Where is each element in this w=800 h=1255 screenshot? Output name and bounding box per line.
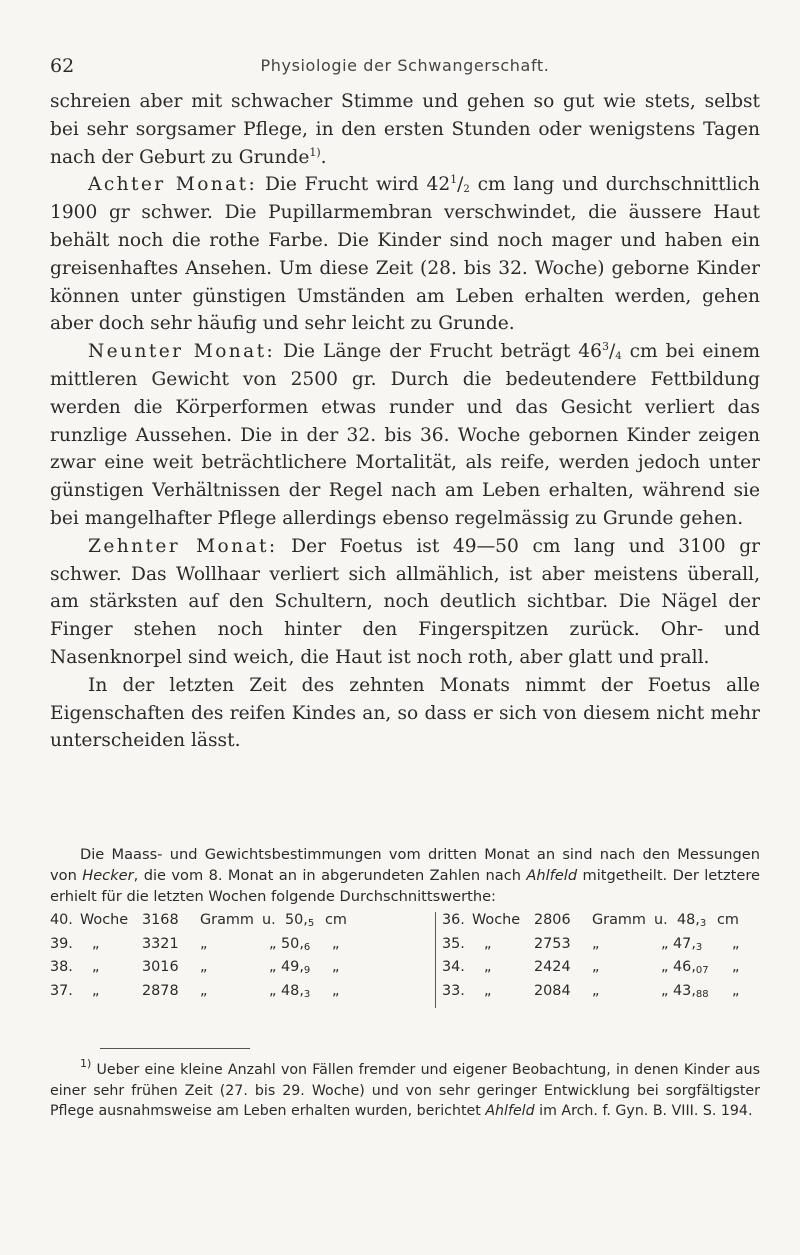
author-name: Ahlfeld (526, 867, 578, 884)
paragraph-tenth-month: Zehnter Monat: Der Foetus ist 49—50 cm lang und 3100 gr schwer. Das Wollhaar verliert sich allmählich, ist aber meistens überall, am stärksten auf den Schultern, noch deutlich sichtbar. Die Nägel der Finger stehen noch hinter den Fingerspitzen zurück. Ohr- und Nasenknorpel sind weich, die Haut ist noch roth, aber glatt und prall. (50, 535, 760, 668)
table-row: 39. „ 3321 „ „ $50,_6$ „ (50, 935, 340, 953)
paragraph: schreien aber mit schwacher Stimme und gehen so gut wie stets, selbst bei sehr sorgsamer Pflege, in den ersten Stunden oder wenigstens Tagen nach der Geburt zu Grunde$^{1)}$. (50, 91, 760, 168)
footnote: $^{1)}$ Ueber eine kleine Anzahl von Fällen fremder und eigener Beobachtung, in denen Kinder aus einer sehr frühen Zeit (27. bis 29. Woche) und von sehr geringer Entwicklung bei sorgfältigster Pflege ausnahmsweise am Leben erhalten wurden, berichtet Ahlfeld im Arch. f. Gyn. B. VIII. S. 194. (50, 1057, 760, 1119)
section-lead: Neunter Monat: (88, 341, 276, 363)
table-row: 34. „ 2424 „ „ $46,_{07}$ „ (442, 959, 740, 976)
footnote-rule (100, 1048, 250, 1049)
footnote-reference[interactable]: 1) (309, 145, 321, 159)
table-column-left (50, 912, 390, 1006)
section-lead: Achter Monat: (88, 174, 258, 196)
page-number: 62 (50, 55, 75, 77)
author-name: Hecker (82, 867, 134, 884)
paragraph-eighth-month: Achter Monat: Die Frucht wird $42^1/_2$ cm lang und durchschnittlich 1900 gr schwer. Die Pupillarmembran verschwindet, die äussere Haut behält noch die rothe Farbe. Die Kinder sind noch mager und haben ein greisenhaftes Ansehen. Um diese Zeit (28. bis 32. Woche) geborne Kinder können unter günstigen Umständen am Leben erhalten werden, gehen aber doch sehr häufig und sehr leicht zu Grunde. (50, 173, 760, 335)
measurement-note: Die Maass- und Gewichtsbestimmungen vom dritten Monat an sind nach den Messungen von Hecker, die vom 8. Monat an in abgerundeten Zahlen nach Ahlfeld mitgetheilt. Der letztere erhielt für die letzten Wochen folgende Durchschnittswerthe: (50, 846, 760, 905)
section-lead: Zehnter Monat: (88, 535, 278, 557)
table-row: 33. „ 2084 „ „ $43,_{88}$ „ (442, 982, 740, 1000)
footnote-marker: 1) (80, 1057, 92, 1070)
running-title: Physiologie der Schwangerschaft. (260, 56, 550, 75)
paragraph-ninth-month: Neunter Monat: Die Länge der Frucht beträgt $46^3/_4$ cm bei einem mittleren Gewicht von 2500 gr. Durch die bedeutendere Fettbildung werden die Körperformen etwas runder und das Gesicht verliert das runzlige Aussehen. Die in der 32. bis 36. Woche gebornen Kinder zeigen zwar eine weit beträchtlichere Mortalität, als reife, werden jedoch unter günstigen Verhältnissen der Regel nach am Leben erhalten, während sie bei mangelhafter Pflege allerdings ebenso regelmässig zu Grunde gehen. (50, 340, 760, 529)
table-row: 40. Woche 3168 Gramm u. $50,_5$ cm (50, 912, 347, 929)
running-head (50, 55, 760, 81)
table-row: 35. „ 2753 „ „ $47,_3$ „ (442, 935, 740, 953)
table-row: 38. „ 3016 „ „ $49,_9$ „ (50, 959, 340, 976)
author-name: Ahlfeld (485, 1103, 535, 1119)
table-row: 37. „ 2878 „ „ $48,_3$ „ (50, 982, 340, 1000)
table-column-right (435, 912, 782, 1008)
paragraph: In der letzten Zeit des zehnten Monats nimmt der Foetus alle Eigenschaften des reifen Kindes an, so dass er sich von diesem nicht mehr unterscheiden lässt. (50, 674, 760, 752)
table-row: 36. Woche 2806 Gramm u. $48,_3$ cm (442, 912, 739, 929)
main-text (50, 88, 760, 755)
